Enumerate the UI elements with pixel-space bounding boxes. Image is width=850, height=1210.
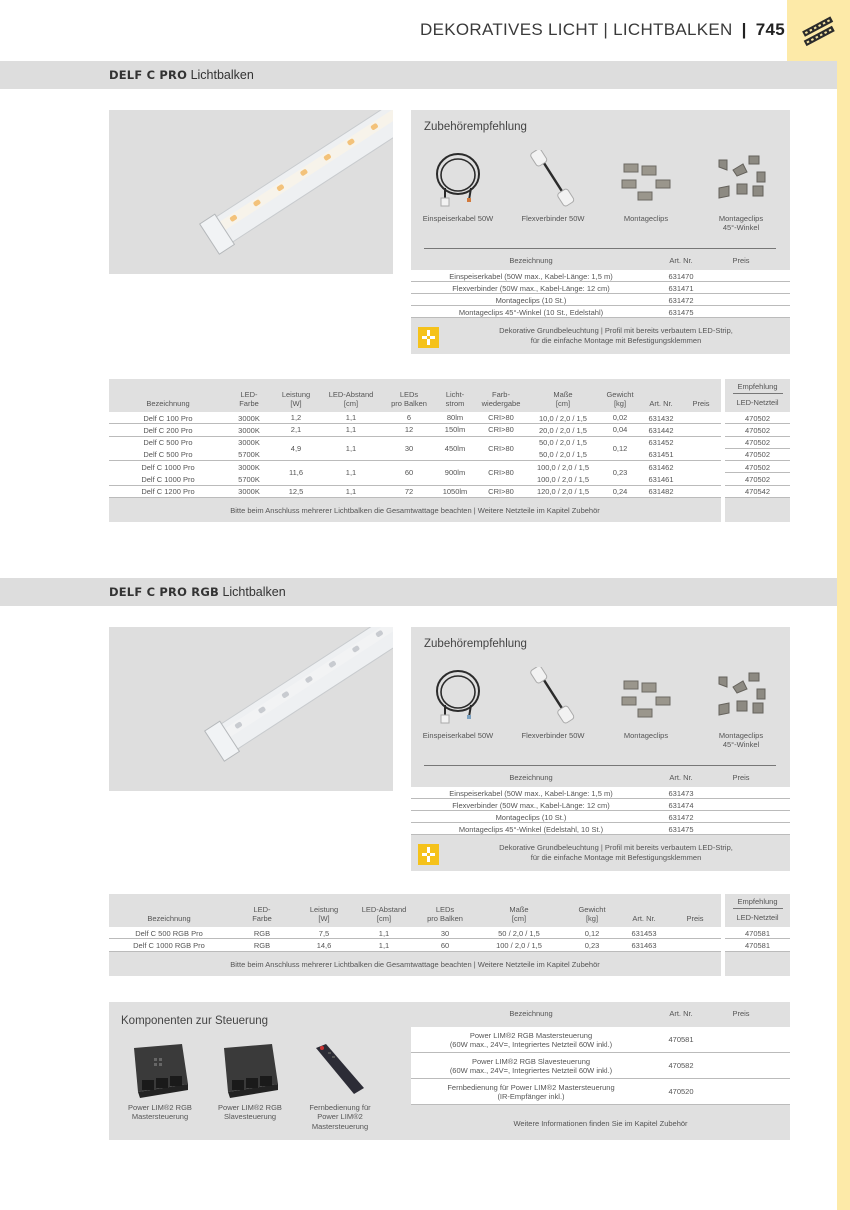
cell-art-nr: 631452 [648,438,674,448]
header-subcategory: LICHTBALKEN [613,20,733,39]
item-description [411,1057,651,1075]
spec-row-group [109,437,721,462]
cell-lichtstrom: 150lm [444,425,466,435]
cell-leds: 60 [404,468,414,478]
cell-masse: 10,0 / 2,0 / 1,5 [539,413,587,423]
recommended-psu: 470502 [725,424,790,436]
accessory-flexconnector[interactable]: Flexverbinder 50W [508,667,598,740]
recommended-psu: 470502 [725,412,790,424]
item-description: Montageclips (10 St.) [495,812,567,822]
section-title: DELF C PRO Lichtbalken [109,68,254,82]
cell-masse: 120,0 / 2,0 / 1,5 [536,487,590,497]
cell-masse: 50 / 2,0 / 1,5 [498,928,540,938]
accessories-title: Zubehörempfehlung [424,638,527,650]
item-article-number: 470581 [668,1035,694,1044]
info-text: Dekorative Grundbeleuchtung | Profil mit bereits verbautem LED-Strip, für die einfache Montage mit Befestigungsklemmen [499,843,733,862]
accessory-cable[interactable]: Einspeiserkabel 50W [413,667,503,740]
cell-masse: 20,0 / 2,0 / 1,5 [539,425,587,435]
recommended-psu: 470502 [725,437,790,449]
controller-icon [128,1040,192,1100]
cell-lichtstrom: 450lm [444,443,466,453]
cell-abstand: 1,1 [345,468,357,478]
cell-art-nr: 631482 [648,487,674,497]
cell-leistung: 7,5 [318,928,330,938]
cell-art-nr: 631442 [648,425,674,435]
cell-lichtstrom: 80lm [446,413,464,423]
spec-table [109,379,721,522]
cell-leistung: 1,2 [290,413,302,423]
table-row [109,939,721,951]
item-article-number: 631475 [668,307,694,317]
spec-footer-note: Bitte beim Anschluss mehrerer Lichtbalken die Gesamtwattage beachten | Weitere Netzteile im Kapitel Zubehör [109,952,721,976]
led-strip-icon [800,14,840,48]
clips-icon [616,667,676,725]
cell-gewicht: 0,24 [612,486,628,496]
cell-masse: 50,0 / 2,0 / 1,5 [539,438,587,448]
divider [424,765,776,766]
cell-masse: 50,0 / 2,0 / 1,5 [539,450,587,460]
chapter-tab-edge [837,62,850,1210]
cell-masse: 100,0 / 2,0 / 1,5 [536,474,590,484]
spec-row-group [109,461,721,486]
cell-bezeichnung: Delf C 500 Pro [143,438,193,448]
cell-abstand: 1,1 [378,928,390,938]
table-header: Bezeichnung Art. Nr. Preis [509,256,750,265]
table-row [411,823,790,835]
cell-bezeichnung: Delf C 200 Pro [143,425,193,435]
cell-leistung: 14,6 [316,940,332,950]
table-row [411,282,790,294]
accessory-clips[interactable]: Montageclips [601,150,691,223]
desc-line2: (60W max., 24V=, Integriertes Netzteil 60W inkl.) [449,1040,613,1049]
cable-icon [433,150,483,208]
cell-masse: 100 / 2,0 / 1,5 [496,940,542,950]
item-description: Montageclips 45°-Winkel (Edelstahl, 10 St.) [458,824,604,834]
accessories-title: Zubehörempfehlung [424,121,527,133]
table-row [411,799,790,811]
cell-masse: 100,0 / 2,0 / 1,5 [536,462,590,472]
desc-line1: Power LIM®2 RGB Mastersteuerung [469,1031,593,1040]
desc-line1: Fernbedienung für Power LIM®2 Mastersteuerung [447,1083,615,1092]
item-article-number: 631472 [668,295,694,305]
cell-led-farbe: 3000K [238,462,260,472]
table-header: Bezeichnung Art. Nr. Preis [509,1009,750,1018]
remote-icon [308,1040,372,1100]
cell-bez: Delf C 1000 RGB Pro [133,940,205,950]
recommended-psu: 470581 [725,927,790,939]
control-item-remote[interactable]: Fernbedienung für Power LIM®2 Mastersteuerung [295,1040,385,1131]
cell-leds: 60 [440,940,450,950]
control-components-panel [109,1002,790,1140]
recommended-psu: 470542 [725,486,790,498]
spec-row-group [109,412,721,424]
item-article-number: 631475 [668,824,694,834]
accessories-panel [411,110,790,354]
item-description [411,1031,651,1049]
clips-icon [616,150,676,208]
cell-cri: CRI>80 [488,425,514,435]
page-header [400,20,785,40]
cell-art-nr: 631451 [648,450,674,460]
cell-lichtstrom: 900lm [444,468,466,478]
recommended-psu: 470502 [725,449,790,461]
cell-cri: CRI>80 [488,443,514,453]
info-bar [411,321,790,354]
cell-bezeichnung: Delf C 1200 Pro [141,487,195,497]
cell-art: 631463 [631,940,657,950]
plus-icon [418,327,439,348]
header-page-sep: | [741,20,747,39]
accessories-panel [411,627,790,871]
cell-farbe: RGB [253,940,271,950]
cell-led-farbe: 3000K [238,425,260,435]
cell-bezeichnung: Delf C 1000 Pro [141,474,195,484]
recommended-psu: 470502 [725,473,790,485]
section-title: DELF C PRO RGB Lichtbalken [109,585,286,599]
item-description: Montageclips (10 St.) [495,295,567,305]
table-row [411,294,790,306]
cell-gewicht: 0,23 [612,468,628,478]
cable-icon [433,667,483,725]
cell-farbe: RGB [253,928,271,938]
cell-art-nr: 631432 [648,413,674,423]
cell-abstand: 1,1 [345,425,357,435]
item-description: Flexverbinder (50W max., Kabel-Länge: 12 cm) [452,800,610,810]
cell-leistung: 11,6 [288,468,304,478]
item-description: Montageclips 45°-Winkel (10 St., Edelstahl) [458,307,604,317]
cell-cri: CRI>80 [488,486,514,496]
cell-leds: 12 [404,425,414,435]
controls-table [411,1002,790,1138]
cell-gewicht: 0,12 [584,928,600,938]
cell-art-nr: 631462 [648,462,674,472]
table-row [411,811,790,823]
item-description: Einspeiserkabel (50W max., Kabel-Länge: 1,5 m) [449,788,613,798]
page-number: 745 [755,20,785,39]
accessories-table [411,250,790,318]
cell-bezeichnung: Delf C 100 Pro [143,413,193,423]
table-row [411,1079,790,1105]
accessory-cable[interactable]: Einspeiserkabel 50W [413,150,503,223]
cell-led-farbe: 5700K [238,450,260,460]
cell-gewicht: 0,02 [612,413,628,423]
product-photo [109,110,393,274]
accessories-table [411,767,790,835]
angle-clips-icon [711,667,771,725]
table-header: Bezeichnung Art. Nr. Preis [509,773,750,782]
cell-leistung: 12,5 [288,486,304,496]
cell-art-nr: 631461 [648,474,674,484]
table-row [411,787,790,799]
section-title-bar [0,578,837,606]
control-item-slave[interactable]: Power LIM®2 RGB Slavesteuerung [205,1040,295,1122]
controls-footer-note: Weitere Informationen finden Sie im Kapitel Zubehör [513,1119,688,1128]
accessory-angle-clips[interactable]: Montageclips 45°-Winkel [696,150,786,232]
cell-abstand: 1,1 [345,413,357,423]
recommended-psu: 470502 [725,461,790,473]
cell-leds: 6 [406,413,412,423]
cell-leistung: 4,9 [290,443,302,453]
cell-lichtstrom: 1050lm [442,486,468,496]
recommendation-column: Empfehlung LED-Netzteil 470581 470581 [725,894,790,976]
item-article-number: 631472 [668,812,694,822]
connector-icon [528,150,578,208]
cell-gewicht: 0,12 [612,443,628,453]
cell-cri: CRI>80 [488,468,514,478]
spec-row-group [109,486,721,498]
header-category: DEKORATIVES LICHT [420,20,599,39]
item-article-number: 631473 [668,788,694,798]
cell-led-farbe: 3000K [238,413,260,423]
item-article-number: 631474 [668,800,694,810]
desc-line1: Power LIM®2 RGB Slavesteuerung [471,1057,591,1066]
cell-gewicht: 0,23 [584,940,600,950]
cell-art: 631453 [631,928,657,938]
plus-icon [418,844,439,865]
accessory-clips[interactable]: Montageclips [601,667,691,740]
table-row [109,927,721,939]
item-article-number: 470582 [668,1061,694,1070]
cell-bezeichnung: Delf C 500 Pro [143,450,193,460]
item-description [411,1083,651,1101]
cell-led-farbe: 5700K [238,474,260,484]
spec-table-header: Bezeichnung LED- Farbe Leistung [W] LED-Abstand [cm] LEDs pro Balken Maße [cm] Gewicht [kg] Art. Nr. Preis [109,894,721,927]
accessory-angle-clips[interactable]: Montageclips 45°-Winkel [696,667,786,749]
connector-icon [528,667,578,725]
cell-bez: Delf C 500 RGB Pro [135,928,203,938]
cell-led-farbe: 3000K [238,487,260,497]
spec-table-header: Bezeichnung LED- Farbe Leistung [W] LED-Abstand [cm] LEDs pro Balken Licht- strom Farb- wiedergabe Maße [cm] Gewicht [kg] Art. Nr. Preis [109,379,721,412]
control-item-master[interactable]: Power LIM®2 RGB Mastersteuerung [115,1040,205,1122]
controls-title: Komponenten zur Steuerung [121,1015,269,1027]
header-divider: | [603,20,609,39]
product-photo [109,627,393,791]
cell-led-farbe: 3000K [238,438,260,448]
info-bar [411,838,790,871]
controller-icon [218,1040,282,1100]
item-article-number: 470520 [668,1087,694,1096]
cell-leistung: 2,1 [290,425,302,435]
table-row [411,306,790,318]
spec-footer-note: Bitte beim Anschluss mehrerer Lichtbalken die Gesamtwattage beachten | Weitere Netzteile im Kapitel Zubehör [109,498,721,522]
table-row [411,1053,790,1079]
cell-abstand: 1,1 [378,940,390,950]
table-row [411,1027,790,1053]
item-article-number: 631471 [668,283,694,293]
item-description: Flexverbinder (50W max., Kabel-Länge: 12 cm) [452,283,610,293]
desc-line2: (60W max., 24V=, Integriertes Netzteil 60W inkl.) [449,1066,613,1075]
spec-table [109,894,721,976]
cell-leds: 30 [440,928,450,938]
desc-line2: (IR-Empfänger inkl.) [497,1092,565,1101]
angle-clips-icon [711,150,771,208]
cell-gewicht: 0,04 [612,425,628,435]
info-text: Dekorative Grundbeleuchtung | Profil mit bereits verbautem LED-Strip, für die einfache Montage mit Befestigungsklemmen [499,326,733,345]
recommended-psu: 470581 [725,939,790,951]
cell-leds: 72 [404,486,414,496]
cell-cri: CRI>80 [488,413,514,423]
item-description: Einspeiserkabel (50W max., Kabel-Länge: 1,5 m) [449,271,613,281]
recommendation-column: Empfehlung LED-Netzteil 470502 470502 470502 470502 470502 470502 470542 [725,379,790,522]
section-title-bar [0,61,837,89]
cell-abstand: 1,1 [345,443,357,453]
spec-row-group [109,424,721,436]
table-row [411,270,790,282]
cell-leds: 30 [404,443,414,453]
item-article-number: 631470 [668,271,694,281]
cell-abstand: 1,1 [345,486,357,496]
cell-bezeichnung: Delf C 1000 Pro [141,462,195,472]
accessory-flexconnector[interactable]: Flexverbinder 50W [508,150,598,223]
divider [424,248,776,249]
